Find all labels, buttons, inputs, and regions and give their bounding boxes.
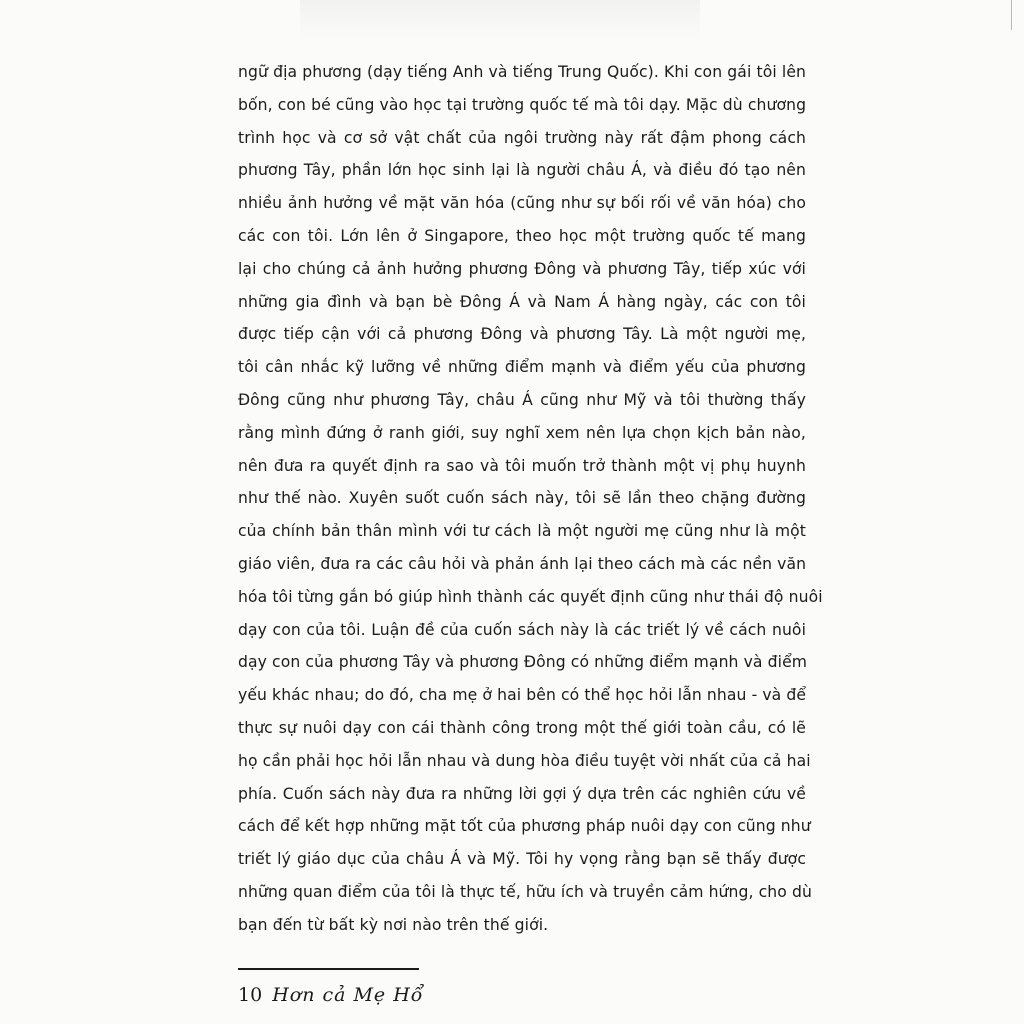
page-footer [238, 984, 423, 1014]
text-line: giáo viên, đưa ra các câu hỏi và phản ánh lại theo cách mà các nền văn [238, 554, 807, 573]
page-number: 10 [238, 984, 263, 1006]
text-line: nhiều ảnh hưởng về mặt văn hóa (cũng như sự bối rối về văn hóa) cho [238, 194, 806, 213]
text-line: cách để kết hợp những mặt tốt của phương pháp nuôi dạy con cũng như [238, 817, 811, 836]
text-line: được tiếp cận với cả phương Đông và phương Tây. Là một người mẹ, [238, 325, 806, 344]
text-line: lại cho chúng cả ảnh hưởng phương Đông và phương Tây, tiếp xúc với [238, 259, 806, 278]
footer-divider [238, 968, 419, 970]
text-line: tôi cân nhắc kỹ lưỡng về những điểm mạnh và điểm yếu của phương [238, 358, 806, 377]
text-line: trình học và cơ sở vật chất của ngôi trường này rất đậm phong cách [238, 128, 806, 147]
text-line: các con tôi. Lớn lên ở Singapore, theo học một trường quốc tế mang [238, 226, 806, 245]
running-title: Hơn cả Mẹ Hổ [272, 984, 424, 1006]
text-line: triết lý giáo dục của châu Á và Mỹ. Tôi hy vọng rằng bạn sẽ thấy được [238, 850, 806, 869]
text-line-last: bạn đến từ bất kỳ nơi nào trên thế giới. [238, 915, 549, 934]
text-line: dạy con của phương Tây và phương Đông có những điểm mạnh và điểm [238, 653, 808, 672]
text-line: phía. Cuốn sách này đưa ra những lời gợi ý dựa trên các nghiên cứu về [238, 784, 806, 803]
text-line: rằng mình đứng ở ranh giới, suy nghĩ xem nên lựa chọn kịch bản nào, [238, 423, 806, 442]
text-line: phương Tây, phần lớn học sinh lại là người châu Á, và điều đó tạo nên [238, 161, 806, 180]
text-line: thực sự nuôi dạy con cái thành công trong một thế giới toàn cầu, có lẽ [238, 718, 806, 737]
text-line: những quan điểm của tôi là thực tế, hữu ích và truyền cảm hứng, cho dù [238, 882, 812, 901]
scan-shading [300, 0, 700, 40]
text-line: nên đưa ra quyết định ra sao và tôi muốn trở thành một vị phụ huynh [238, 456, 806, 475]
text-line: của chính bản thân mình với tư cách là một người mẹ cũng như là một [238, 522, 806, 541]
text-line: như thế nào. Xuyên suốt cuốn sách này, tôi sẽ lần theo chặng đường [238, 489, 806, 508]
text-line: những gia đình và bạn bè Đông Á và Nam Á hàng ngày, các con tôi [238, 292, 806, 311]
text-line: hóa tôi từng gắn bó giúp hình thành các quyết định cũng như thái độ nuôi [238, 587, 823, 606]
text-line: bốn, con bé cũng vào học tại trường quốc tế mà tôi dạy. Mặc dù chương [238, 95, 807, 114]
scan-edge-line [1011, 0, 1012, 30]
text-line: ngữ địa phương (dạy tiếng Anh và tiếng Trung Quốc). Khi con gái tôi lên [238, 63, 806, 81]
text-line: họ cần phải học hỏi lẫn nhau và dung hòa điều tuyệt vời nhất của cả hai [238, 751, 811, 770]
body-text [238, 56, 823, 942]
text-line: Đông cũng như phương Tây, châu Á cũng như Mỹ và tôi thường thấy [238, 390, 806, 409]
text-line: dạy con của tôi. Luận đề của cuốn sách này là các triết lý về cách nuôi [238, 620, 806, 639]
text-line: yếu khác nhau; do đó, cha mẹ ở hai bên có thể học hỏi lẫn nhau - và để [238, 686, 807, 705]
